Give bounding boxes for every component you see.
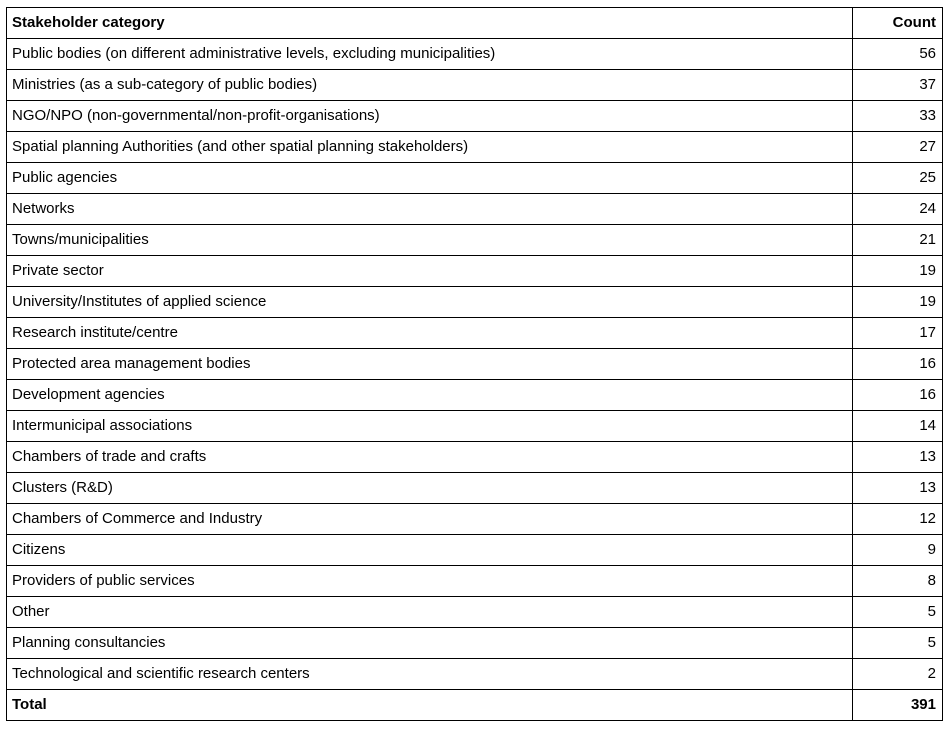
count-cell: 2: [853, 659, 943, 690]
category-cell: NGO/NPO (non-governmental/non-profit-organisations): [7, 101, 853, 132]
count-cell: 56: [853, 39, 943, 70]
table-row: [7, 287, 943, 318]
table-row: [7, 380, 943, 411]
category-cell: Chambers of trade and crafts: [7, 442, 853, 473]
count-cell: 12: [853, 504, 943, 535]
category-cell: Clusters (R&D): [7, 473, 853, 504]
stakeholder-table: [6, 7, 943, 721]
count-cell: 16: [853, 380, 943, 411]
table-row: [7, 39, 943, 70]
category-cell: Ministries (as a sub-category of public bodies): [7, 70, 853, 101]
table-row: [7, 473, 943, 504]
count-cell: 13: [853, 442, 943, 473]
count-cell: 8: [853, 566, 943, 597]
category-cell: Development agencies: [7, 380, 853, 411]
count-cell: 19: [853, 256, 943, 287]
table-body: [7, 39, 943, 721]
table-row: [7, 535, 943, 566]
header-count: Count: [853, 8, 943, 39]
count-cell: 25: [853, 163, 943, 194]
total-count: 391: [853, 690, 943, 721]
total-label: Total: [7, 690, 853, 721]
count-cell: 9: [853, 535, 943, 566]
category-cell: Intermunicipal associations: [7, 411, 853, 442]
category-cell: Networks: [7, 194, 853, 225]
category-cell: Public agencies: [7, 163, 853, 194]
table-row: [7, 194, 943, 225]
table-row: [7, 628, 943, 659]
category-cell: University/Institutes of applied science: [7, 287, 853, 318]
count-cell: 16: [853, 349, 943, 380]
category-cell: Citizens: [7, 535, 853, 566]
category-cell: Providers of public services: [7, 566, 853, 597]
table-row: [7, 256, 943, 287]
table-row: [7, 442, 943, 473]
count-cell: 14: [853, 411, 943, 442]
category-cell: Technological and scientific research centers: [7, 659, 853, 690]
table-row: [7, 597, 943, 628]
table-row: [7, 70, 943, 101]
count-cell: 19: [853, 287, 943, 318]
table-header-row: [7, 8, 943, 39]
table-row: [7, 101, 943, 132]
table-row: [7, 659, 943, 690]
table-row: [7, 132, 943, 163]
total-row: [7, 690, 943, 721]
count-cell: 33: [853, 101, 943, 132]
category-cell: Public bodies (on different administrative levels, excluding municipalities): [7, 39, 853, 70]
count-cell: 37: [853, 70, 943, 101]
table-row: [7, 504, 943, 535]
count-cell: 24: [853, 194, 943, 225]
category-cell: Towns/municipalities: [7, 225, 853, 256]
count-cell: 27: [853, 132, 943, 163]
table-row: [7, 318, 943, 349]
count-cell: 5: [853, 597, 943, 628]
count-cell: 17: [853, 318, 943, 349]
category-cell: Planning consultancies: [7, 628, 853, 659]
count-cell: 5: [853, 628, 943, 659]
table-row: [7, 411, 943, 442]
count-cell: 21: [853, 225, 943, 256]
count-cell: 13: [853, 473, 943, 504]
category-cell: Research institute/centre: [7, 318, 853, 349]
table-row: [7, 163, 943, 194]
category-cell: Protected area management bodies: [7, 349, 853, 380]
stakeholder-table-container: [6, 7, 942, 721]
table-row: [7, 349, 943, 380]
table-row: [7, 566, 943, 597]
category-cell: Private sector: [7, 256, 853, 287]
category-cell: Chambers of Commerce and Industry: [7, 504, 853, 535]
category-cell: Other: [7, 597, 853, 628]
table-row: [7, 225, 943, 256]
header-stakeholder-category: Stakeholder category: [7, 8, 853, 39]
category-cell: Spatial planning Authorities (and other spatial planning stakeholders): [7, 132, 853, 163]
